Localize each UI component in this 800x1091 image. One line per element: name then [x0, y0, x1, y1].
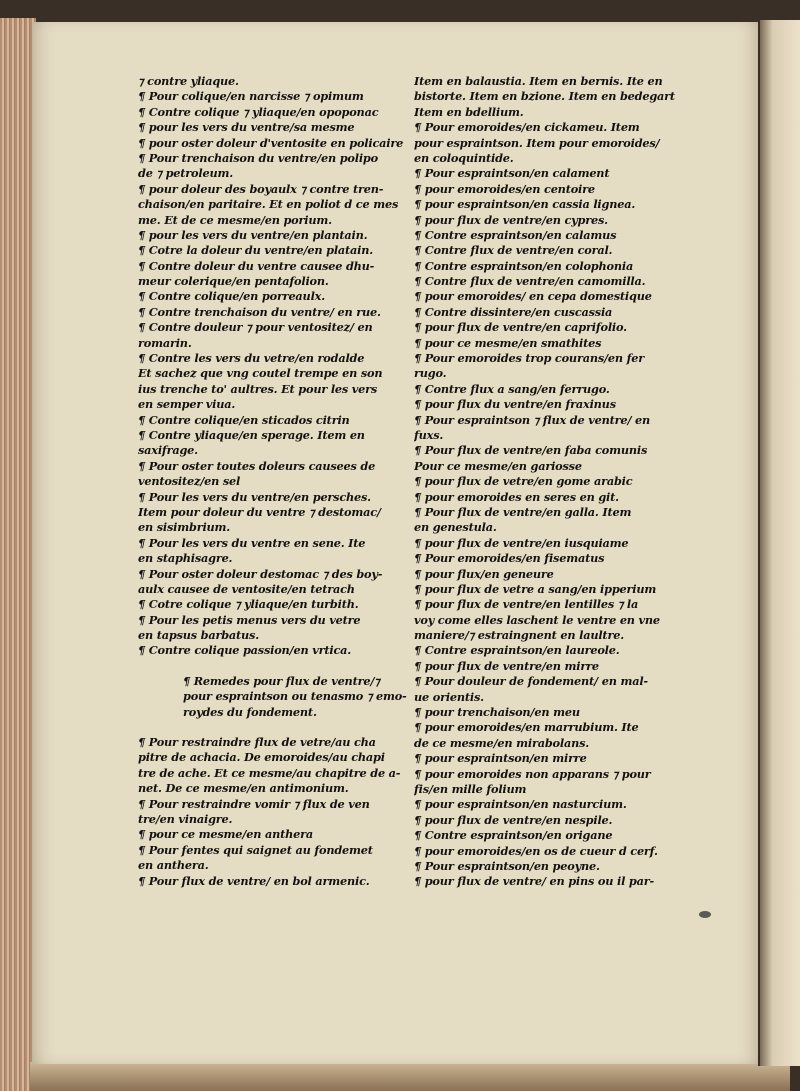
text-line: ¶ Contre yliaque/en sperage. Item en	[138, 427, 365, 442]
text-line: ius trenche to' aultres. Et pour les vers	[138, 381, 378, 396]
text-line: aulx causee de ventosite/en tetrach	[138, 581, 355, 596]
text-line: ¶ Contre colique/en sticados citrin	[138, 412, 350, 427]
text-line: ¶ pour flux du ventre/en fraxinus	[414, 397, 616, 412]
text-line: net. De ce mesme/en antimonium.	[138, 781, 349, 796]
text-line: ¶ Contre espraintson/en calamus	[414, 227, 617, 242]
text-line: ¶ pour oster doleur d'ventosite en policaire	[138, 135, 404, 150]
text-line: voy come elles laschent le ventre en vne	[414, 612, 660, 627]
text-line: Item pour doleur du ventre ⁊ destomac/	[138, 504, 381, 519]
text-line: roydes du fondement.	[183, 704, 317, 719]
text-line: en coloquintide.	[414, 150, 514, 165]
text-line: ¶ pour emoroides/en centoire	[414, 181, 595, 196]
text-line: en tapsus barbatus.	[138, 628, 259, 643]
text-line: ¶ Pour colique/en narcisse ⁊ opimum	[138, 89, 364, 104]
text-line: ¶ Pour oster doleur destomac ⁊ des boy‑	[138, 566, 383, 581]
text-line: ¶ Pour restraindre flux de vetre/au cha	[138, 735, 376, 750]
text-line: ¶ Contre les vers du vetre/en rodalde	[138, 351, 365, 366]
text-line: de ce mesme/en mirabolans.	[414, 735, 589, 750]
text-line: Pour ce mesme/en gariosse	[414, 458, 582, 473]
text-line: ¶ pour doleur des boyaulx ⁊ contre tren‑	[138, 181, 384, 196]
text-line: ¶ pour espraintson/en nasturcium.	[414, 797, 627, 812]
text-line: chaison/en paritaire. Et en poliot d ce mes	[138, 197, 399, 212]
text-line: ¶ Contre colique/en porreaulx.	[138, 289, 325, 304]
right-text-column	[414, 74, 688, 890]
text-line: ¶ pour emoroides en seres en git.	[414, 489, 619, 504]
text-line: ¶ pour flux de ventre/en caprifolio.	[414, 320, 627, 335]
text-line: ¶ pour flux de vetre/en gome arabic	[414, 474, 633, 489]
text-line: ¶ Contre espraintson/en colophonia	[414, 258, 634, 273]
text-line: ¶ Contre flux de ventre/en camomilla.	[414, 274, 646, 289]
next-page-edge	[758, 20, 800, 1066]
text-line: ue orientis.	[414, 689, 484, 704]
text-line: ¶ pour flux de ventre/en lentilles ⁊ la	[414, 597, 639, 612]
section-heading	[183, 674, 408, 720]
text-line: rugo.	[414, 366, 447, 381]
text-line: en genestula.	[414, 520, 497, 535]
text-line: ¶ Pour les vers du ventre/en persches.	[138, 489, 371, 504]
text-line: en sisimbrium.	[138, 520, 231, 535]
text-line: ¶ pour emoroides/ en cepa domestique	[414, 289, 652, 304]
text-line: fis/en mille folium	[414, 781, 527, 796]
text-line: ¶ Cotre colique ⁊ yliaque/en turbith.	[138, 597, 359, 612]
text-line: ¶ Contre colique passion/en vrtica.	[138, 643, 351, 658]
text-line: en staphisagre.	[138, 551, 233, 566]
text-line: ¶ pour espraintson/en mirre	[414, 751, 587, 766]
text-line: ¶ Contre dissintere/en cuscassia	[414, 304, 613, 319]
text-line: ¶ Contre douleur ⁊ pour ventositez/ en	[138, 320, 373, 335]
text-line: me. Et de ce mesme/en porium.	[138, 212, 332, 227]
text-line: ¶ Contre espraintson/en origane	[414, 828, 613, 843]
text-line: ¶ Contre flux a sang/en ferrugo.	[414, 381, 610, 396]
text-line: ¶ pour flux de ventre/ en pins ou il par‑	[414, 874, 654, 889]
text-line: ¶ pour emoroides/en marrubium. Ite	[414, 720, 639, 735]
text-line: ¶ pour flux de ventre/en mirre	[414, 658, 599, 673]
text-line: ¶ Pour espraintson/en calament	[414, 166, 610, 181]
text-line: ¶ pour flux/en geneure	[414, 566, 554, 581]
text-line: ¶ Pour flux de ventre/ en bol armenic.	[138, 873, 370, 888]
text-line: ¶ Contre trenchaison du ventre/ en rue.	[138, 304, 381, 319]
text-line: ¶ Contre espraintson/en laureole.	[414, 643, 620, 658]
text-line: ¶ pour flux de ventre/en nespile.	[414, 812, 613, 827]
text-line: bistorte. Item en bzione. Item en bedegart	[414, 89, 675, 104]
left-text-column	[138, 74, 408, 889]
text-line: ¶ pour les vers du ventre/sa mesme	[138, 120, 355, 135]
text-line: ¶ Pour douleur de fondement/ en mal‑	[414, 674, 648, 689]
text-line: ¶ Cotre la doleur du ventre/en platain.	[138, 243, 374, 258]
text-line: Item en balaustia. Item en bernis. Ite en	[414, 74, 663, 88]
text-line: ¶ pour emoroides non apparans ⁊ pour	[414, 766, 651, 781]
text-line: ¶ pour flux de ventre/en cypres.	[414, 212, 608, 227]
text-line: pour espraintson ou tenasmo ⁊ emo‑	[183, 689, 407, 704]
text-line: Et sachez que vng coutel trempe en son	[138, 366, 383, 381]
ink-blot	[699, 911, 711, 918]
text-line: ¶ Pour les petis menus vers du vetre	[138, 612, 361, 627]
text-line: ¶ Pour flux de ventre/en galla. Item	[414, 504, 632, 519]
text-line: ¶ pour espraintson/en cassia lignea.	[414, 197, 636, 212]
text-line: en anthera.	[138, 858, 209, 873]
text-line: ¶ Pour restraindre vomir ⁊ flux de ven	[138, 796, 370, 811]
text-line: ¶ Pour les vers du ventre en sene. Ite	[138, 535, 366, 550]
text-line: ¶ Pour emoroides/en fisematus	[414, 551, 605, 566]
text-line: tre de ache. Et ce mesme/au chapitre de a‑	[138, 765, 401, 780]
text-line: Item en bdellium.	[414, 104, 524, 119]
text-line: en semper viua.	[138, 397, 236, 412]
book-bottom-edge	[30, 1062, 790, 1091]
text-line: ¶ Pour oster toutes doleurs causees de	[138, 458, 376, 473]
text-line: saxifrage.	[138, 443, 198, 458]
text-line: ¶ Pour trenchaison du ventre/en polipo	[138, 150, 378, 165]
text-line: ¶ Pour espraintson/en peoyne.	[414, 858, 600, 873]
text-line: ¶ pour flux de ventre/en iusquiame	[414, 535, 629, 550]
text-line: ⁊ contre yliaque.	[138, 74, 239, 88]
text-line: romarin.	[138, 335, 192, 350]
text-line: pitre de achacia. De emoroides/au chapi	[138, 750, 385, 765]
text-line: maniere/⁊ estraingnent en laultre.	[414, 628, 624, 643]
text-line: ¶ Remedes pour flux de ventre/⁊	[183, 673, 380, 688]
text-line: de ⁊ petroleum.	[138, 166, 233, 181]
text-line: tre/en vinaigre.	[138, 811, 233, 826]
text-line: ¶ Pour emoroides trop courans/en fer	[414, 351, 645, 366]
text-line: ¶ pour ce mesme/en anthera	[138, 827, 313, 842]
text-line: ¶ Pour emoroides/en cickameu. Item	[414, 120, 640, 135]
text-line: ¶ pour trenchaison/en meu	[414, 705, 580, 720]
text-line: ¶ pour les vers du ventre/en plantain.	[138, 227, 368, 242]
text-line: ventositez/en sel	[138, 474, 241, 489]
text-line: pour espraintson. Item pour emoroides/	[414, 135, 660, 150]
text-line: ¶ Contre doleur du ventre causee dhu‑	[138, 258, 375, 273]
text-line: ¶ pour ce mesme/en smathites	[414, 335, 602, 350]
text-line: ¶ pour flux de vetre a sang/en ipperium	[414, 581, 657, 596]
book-page-edges	[0, 18, 36, 1091]
text-line: ¶ Pour espraintson ⁊ flux de ventre/ en	[414, 412, 651, 427]
text-line: fuxs.	[414, 427, 444, 442]
text-line: ¶ Pour fentes qui saignet au fondemet	[138, 842, 373, 857]
text-line: ¶ Contre flux de ventre/en coral.	[414, 243, 613, 258]
text-line: ¶ pour emoroides/en os de cueur d cerf.	[414, 843, 658, 858]
text-line: meur colerique/en pentafolion.	[138, 274, 329, 289]
text-line: ¶ Pour flux de ventre/en faba comunis	[414, 443, 648, 458]
text-line: ¶ Contre colique ⁊ yliaque/en opoponac	[138, 104, 379, 119]
